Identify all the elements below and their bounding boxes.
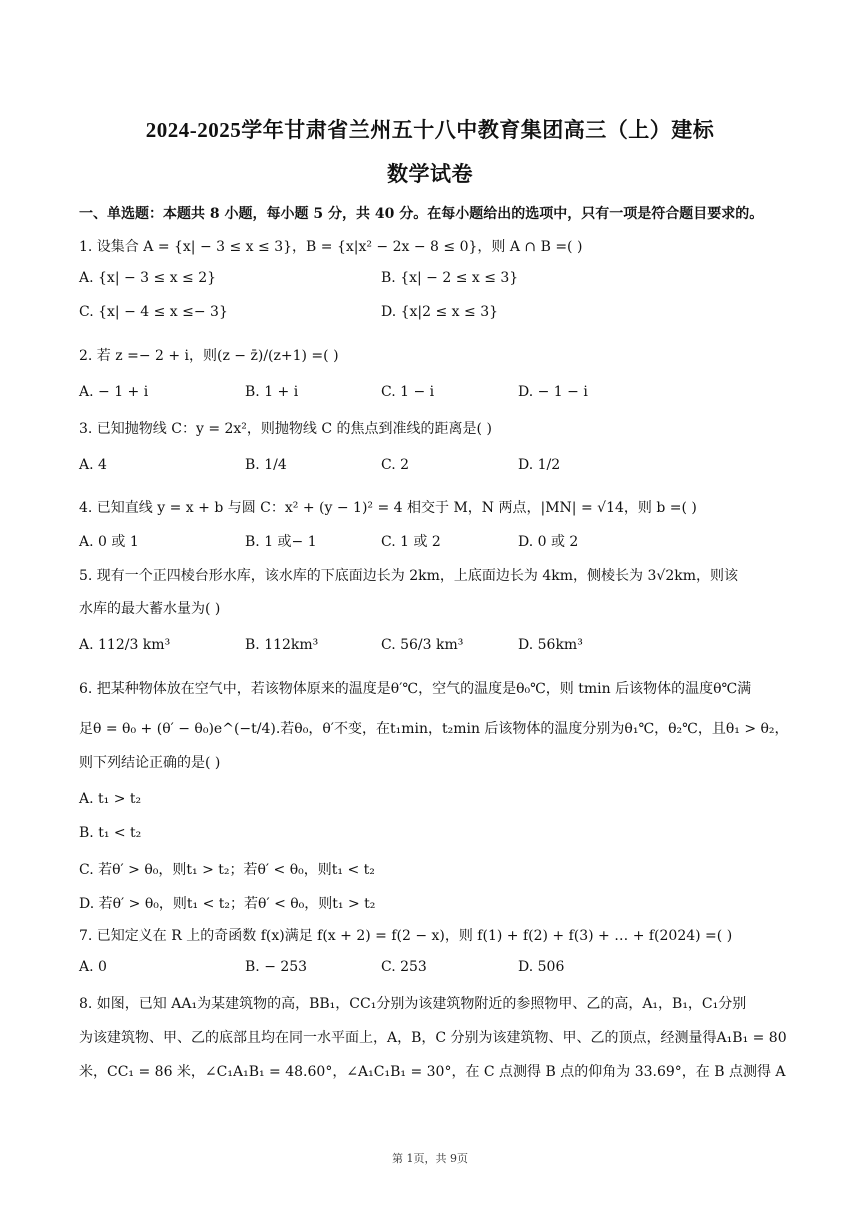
question-6-stem-line2: 足θ = θ₀ + (θ′ − θ₀)e^(−t/4).若θ₀，θ′不变，在t₁min，t₂min 后该物体的温度分别为θ₁℃，θ₂℃，且θ₁ > θ₂，: [79, 721, 789, 737]
question-5-option-b: B. 112km³: [245, 637, 319, 653]
question-1-option-a: A. {x| − 3 ≤ x ≤ 2}: [79, 270, 217, 286]
question-6-stem-line3: 则下列结论正确的是( ): [79, 755, 221, 771]
question-2-option-b: B. 1 + i: [245, 384, 299, 400]
section-heading: 一、单选题：本题共 8 小题，每小题 5 分，共 40 分。在每小题给出的选项中，只有一项是符合题目要求的。: [79, 206, 764, 222]
question-2-option-a: A. − 1 + i: [79, 384, 149, 400]
question-4-option-d: D. 0 或 2: [518, 534, 579, 550]
question-7-option-c: C. 253: [381, 959, 427, 975]
question-8-stem-line3: 米，CC₁ = 86 米，∠C₁A₁B₁ = 48.60°，∠A₁C₁B₁ = 30°，在 C 点测得 B 点的仰角为 33.69°，在 B 点测得 A: [79, 1064, 786, 1080]
question-6-stem-line1: 6. 把某种物体放在空气中，若该物体原来的温度是θ′℃，空气的温度是θ₀℃，则 tmin 后该物体的温度θ℃满: [79, 681, 752, 697]
question-3-option-a: A. 4: [79, 457, 107, 473]
question-2-stem: 2. 若 z =− 2 + i，则(z − z̄)/(z+1) =( ): [79, 348, 339, 364]
question-6-option-b: B. t₁ < t₂: [79, 825, 142, 841]
question-6-option-c: C. 若θ′ > θ₀，则t₁ > t₂；若θ′ < θ₀，则t₁ < t₂: [79, 862, 375, 878]
exam-subtitle: 数学试卷: [387, 162, 473, 186]
question-3-stem: 3. 已知抛物线 C：y = 2x²，则抛物线 C 的焦点到准线的距离是( ): [79, 421, 492, 437]
question-4-stem: 4. 已知直线 y = x + b 与圆 C：x² + (y − 1)² = 4 相交于 M，N 两点，|MN| = √14，则 b =( ): [79, 500, 697, 516]
question-5-option-c: C. 56/3 km³: [381, 637, 464, 653]
question-8-stem-line1: 8. 如图，已知 AA₁为某建筑物的高，BB₁，CC₁分别为该建筑物附近的参照物甲、乙的高，A₁，B₁，C₁分别: [79, 996, 747, 1012]
question-5-option-a: A. 112/3 km³: [79, 637, 171, 653]
page-footer: 第 1页，共 9页: [392, 1152, 468, 1165]
question-3-option-c: C. 2: [381, 457, 410, 473]
question-1-option-b: B. {x| − 2 ≤ x ≤ 3}: [381, 270, 519, 286]
question-7-option-d: D. 506: [518, 959, 565, 975]
question-2-option-d: D. − 1 − i: [518, 384, 588, 400]
question-5-stem-line1: 5. 现有一个正四棱台形水库，该水库的下底面边长为 2km，上底面边长为 4km，侧棱长为 3√2km，则该: [79, 568, 738, 584]
question-5-stem-line2: 水库的最大蓄水量为( ): [79, 601, 221, 617]
question-7-option-b: B. − 253: [245, 959, 308, 975]
question-6-option-d: D. 若θ′ > θ₀，则t₁ < t₂；若θ′ < θ₀，则t₁ > t₂: [79, 896, 376, 912]
question-4-option-c: C. 1 或 2: [381, 534, 441, 550]
question-5-option-d: D. 56km³: [518, 637, 583, 653]
question-3-option-b: B. 1/4: [245, 457, 287, 473]
question-4-option-a: A. 0 或 1: [79, 534, 139, 550]
question-7-stem: 7. 已知定义在 R 上的奇函数 f(x)满足 f(x + 2) = f(2 − x)，则 f(1) + f(2) + f(3) + … + f(2024) =( ): [79, 928, 733, 944]
question-4-option-b: B. 1 或− 1: [245, 534, 317, 550]
question-6-option-a: A. t₁ > t₂: [79, 791, 142, 807]
question-1-option-c: C. {x| − 4 ≤ x ≤− 3}: [79, 304, 228, 320]
question-8-stem-line2: 为该建筑物、甲、乙的底部且均在同一水平面上，A，B，C 分别为该建筑物、甲、乙的顶点，经测量得A₁B₁ = 80: [79, 1030, 787, 1046]
question-1-stem: 1. 设集合 A = {x| − 3 ≤ x ≤ 3}，B = {x|x² − 2x − 8 ≤ 0}，则 A ∩ B =( ): [79, 239, 583, 255]
question-1-option-d: D. {x|2 ≤ x ≤ 3}: [381, 304, 499, 320]
exam-title: 2024-2025学年甘肃省兰州五十八中教育集团高三（上）建标: [145, 118, 715, 142]
question-3-option-d: D. 1/2: [518, 457, 561, 473]
question-2-option-c: C. 1 − i: [381, 384, 435, 400]
question-7-option-a: A. 0: [79, 959, 107, 975]
